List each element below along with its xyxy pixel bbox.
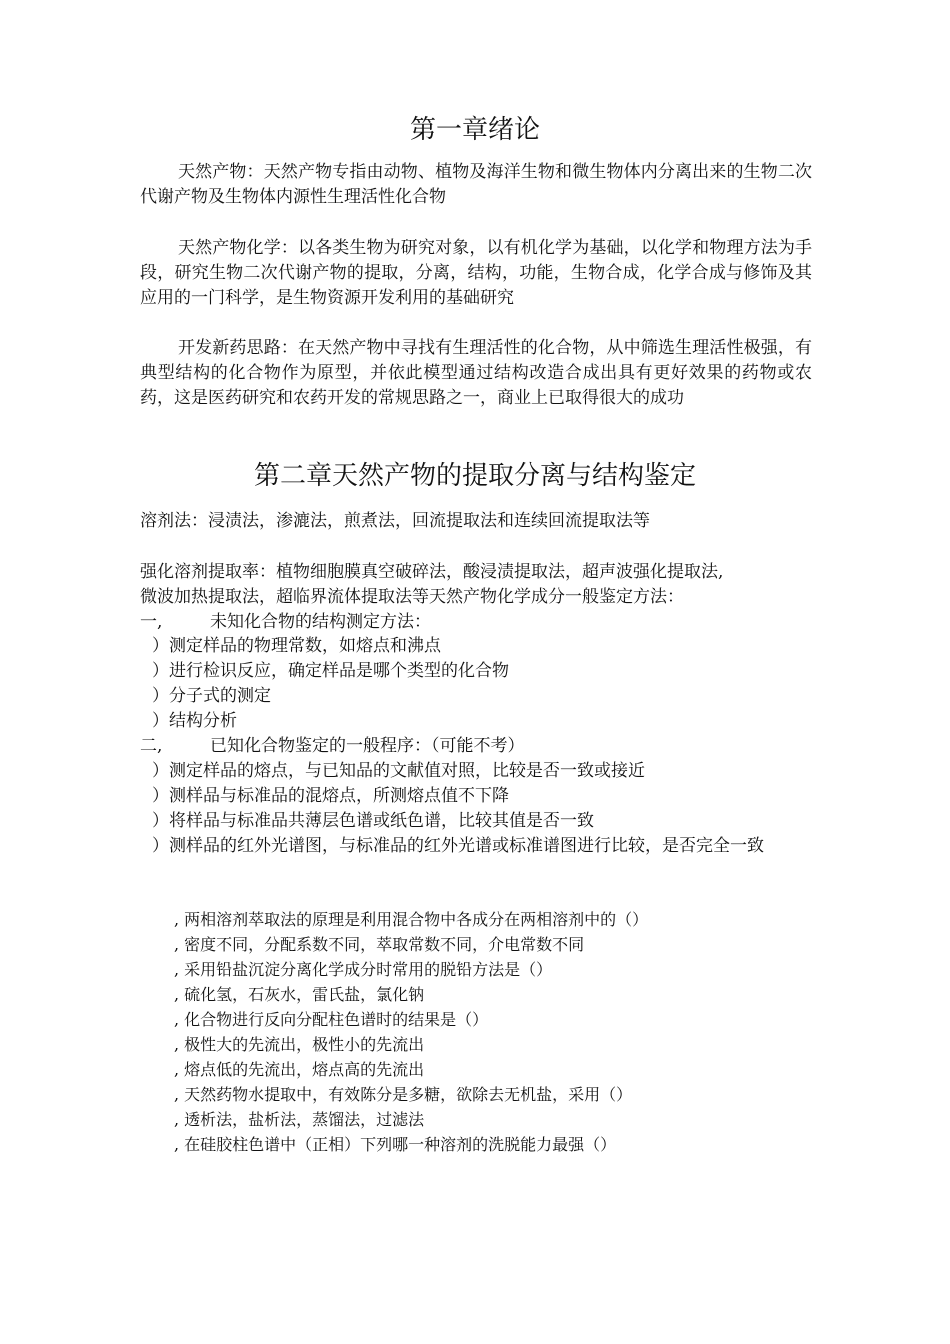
section2-title: 已知化合物鉴定的一般程序：（可能不考） <box>210 736 525 756</box>
section2-heading <box>140 734 812 759</box>
list-item: ）测样品与标准品的混熔点，所测熔点值不下降 <box>152 786 509 806</box>
list-item: ）将样品与标准品共薄层色谱或纸色谱，比较其值是否一致 <box>152 811 594 831</box>
question-line: , 密度不同，分配系数不同，萃取常数不同，介电常数不同 <box>174 935 585 954</box>
chapter1-title: 第一章绪论 <box>409 115 540 145</box>
list-item: ）进行检识反应，确定样品是哪个类型的化合物 <box>152 661 509 681</box>
question-line: , 天然药物水提取中，有效陈分是多糖，欲除去无机盐，采用（） <box>174 1085 633 1104</box>
section1-number: 一, <box>140 612 163 632</box>
question-line: , 熔点低的先流出，熔点高的先流出 <box>174 1060 425 1079</box>
list-item: ）测定样品的物理常数，如熔点和沸点 <box>152 636 441 656</box>
question-line: , 透析法，盐析法，蒸馏法，过滤法 <box>174 1110 425 1129</box>
section1-title: 未知化合物的结构测定方法： <box>210 612 431 632</box>
question-line: , 在硅胶柱色谱中（正相）下列哪一种溶剂的洗脱能力最强（） <box>174 1135 617 1154</box>
chapter2-title: 第二章天然产物的提取分离与结构鉴定 <box>253 461 696 491</box>
section1-heading <box>140 610 812 635</box>
question-line: , 采用铅盐沉淀分离化学成分时常用的脱铅方法是（） <box>174 960 553 979</box>
natural-product-definition: 天然产物：天然产物专指由动物、植物及海洋生物和微生物体内分离出来的生物二次代谢产物及生物体内源性生理活性化合物 <box>140 162 812 207</box>
list-item: ）分子式的测定 <box>152 686 271 706</box>
natural-product-chemistry-definition: 天然产物化学：以各类生物为研究对象，以有机化学为基础，以化学和物理方法为手段，研究生物二次代谢产物的提取，分离，结构，功能，生物合成，化学合成与修饰及其应用的一门科学，是生物资源开发利用的基础研究 <box>140 238 812 308</box>
enhance-extraction-line1: 强化溶剂提取率：植物细胞膜真空破碎法，酸浸渍提取法，超声波强化提取法, <box>140 562 724 582</box>
list-item: ）结构分析 <box>152 711 237 731</box>
new-drug-approach: 开发新药思路：在天然产物中寻找有生理活性的化合物，从中筛选生理活性极强，有典型结构的化合物作为原型，并依此模型通过结构改造合成出具有更好效果的药物或农药，这是医药研究和农药开发的常规思路之一，商业上已取得很大的成功 <box>140 338 812 408</box>
solvent-methods: 溶剂法：浸渍法，渗漉法，煎煮法，回流提取法和连续回流提取法等 <box>140 511 650 531</box>
question-line: , 两相溶剂萃取法的原理是利用混合物中各成分在两相溶剂中的（） <box>174 910 649 929</box>
question-line: , 硫化氢，石灰水，雷氏盐，氯化钠 <box>174 985 425 1004</box>
list-item: ）测定样品的熔点，与已知品的文献值对照，比较是否一致或接近 <box>152 761 645 781</box>
question-line: , 极性大的先流出，极性小的先流出 <box>174 1035 425 1054</box>
section2-number: 二, <box>140 736 163 756</box>
question-line: , 化合物进行反向分配柱色谱时的结果是（） <box>174 1010 489 1029</box>
list-item: ）测样品的红外光谱图，与标准品的红外光谱或标准谱图进行比较，是否完全一致 <box>152 836 764 856</box>
enhance-extraction-line2: 微波加热提取法，超临界流体提取法等天然产物化学成分一般鉴定方法： <box>140 587 684 607</box>
